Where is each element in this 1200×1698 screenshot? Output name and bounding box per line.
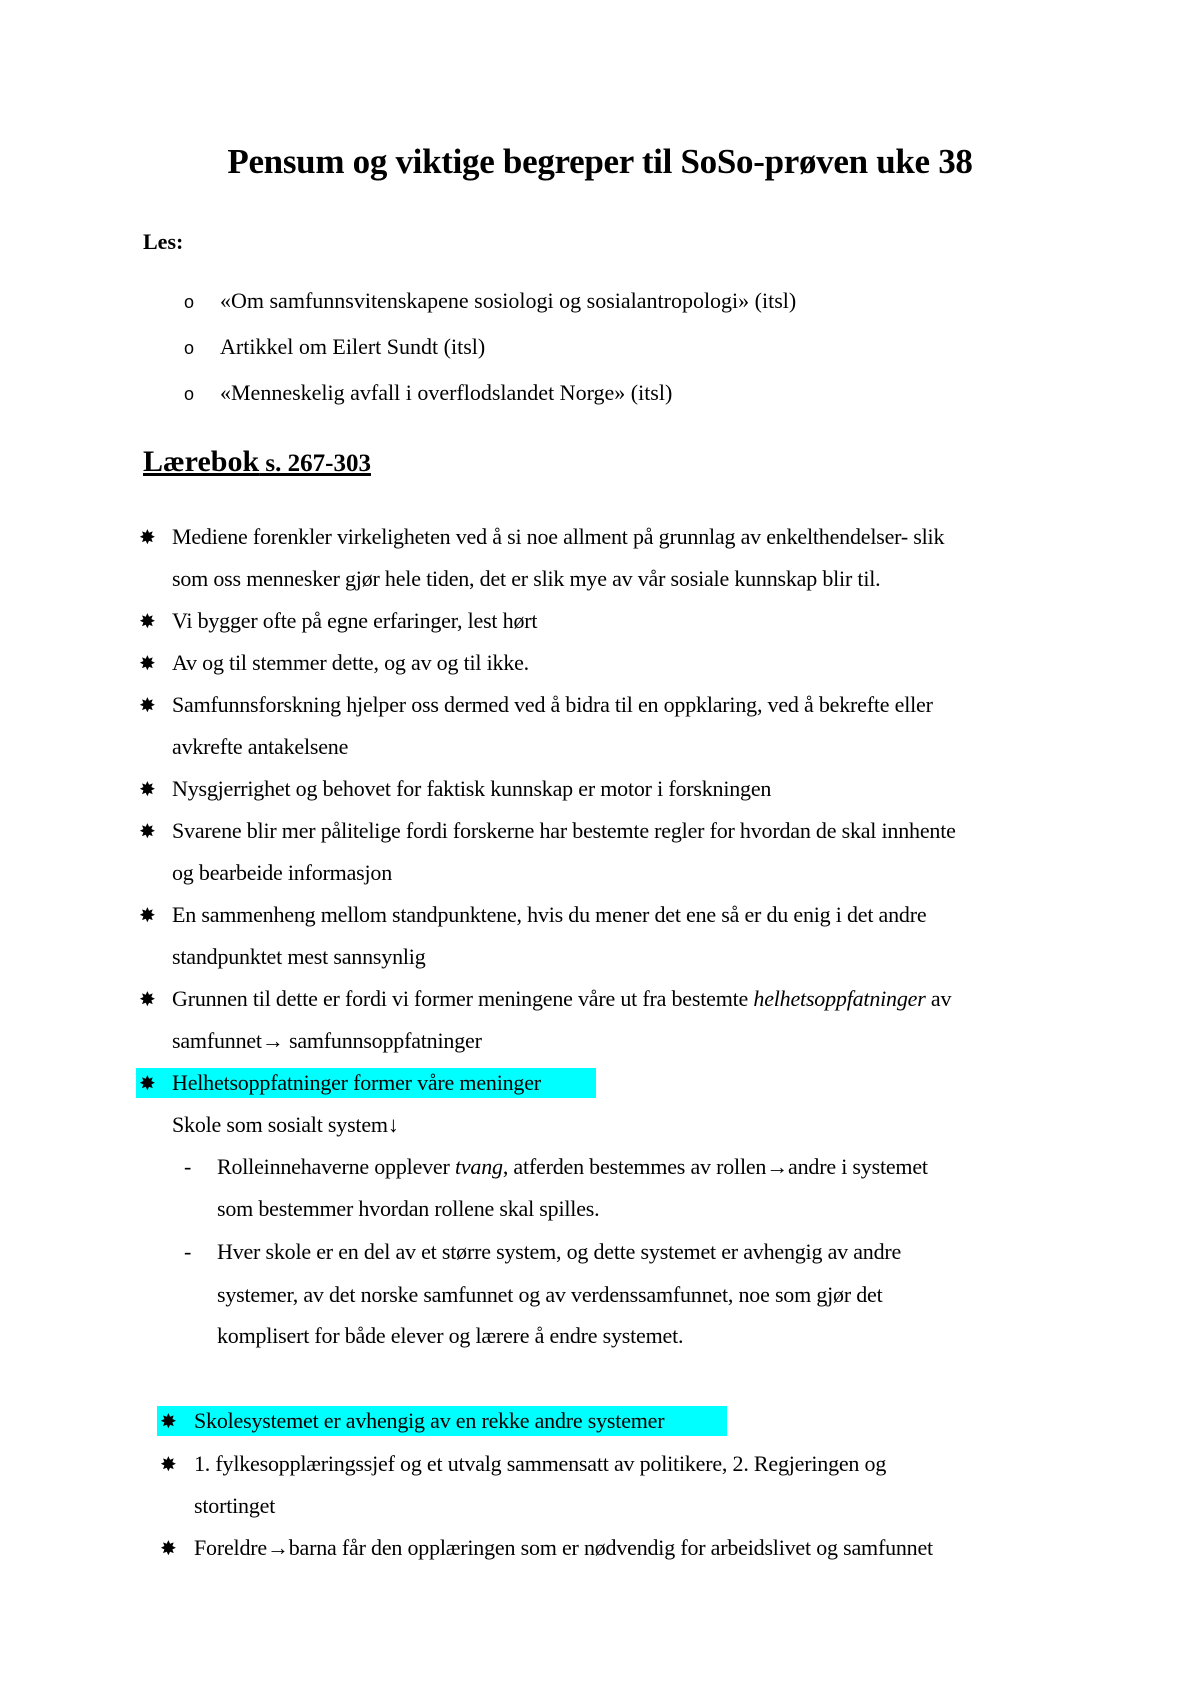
arrow-right-icon: → bbox=[266, 1535, 289, 1560]
star-bullet-icon: ✸ bbox=[139, 609, 156, 633]
reading-list-item: o Artikkel om Eilert Sundt (itsl) bbox=[184, 334, 486, 359]
emphasis-text: helhetsoppfatninger bbox=[753, 986, 926, 1011]
star-bullet-icon: ✸ bbox=[139, 1071, 156, 1095]
reading-label: Les: bbox=[143, 229, 184, 254]
reading-list-item: o «Om samfunnsvitenskapene sosiologi og sosialantropologi» (itsl) bbox=[184, 288, 797, 313]
dash-text: Rolleinnehaverne opplever tvang, atferden bestemmes av rollen→andre i systemet bbox=[217, 1154, 928, 1179]
star-bullet-icon: ✸ bbox=[139, 819, 156, 843]
star-bullet-icon: ✸ bbox=[160, 1452, 177, 1476]
bullet-text: En sammenheng mellom standpunktene, hvis du mener det ene så er du enig i det andre bbox=[172, 902, 927, 927]
bullet-text: Vi bygger ofte på egne erfaringer, lest hørt bbox=[172, 608, 538, 633]
document-title: Pensum og viktige begreper til SoSo-prøven uke 38 bbox=[227, 142, 973, 181]
reading-list-item: o «Menneskelig avfall i overflodslandet Norge» (itsl) bbox=[184, 380, 673, 405]
bullet-text: Samfunnsforskning hjelper oss dermed ved å bidra til en oppklaring, ved å bekrefte eller bbox=[172, 692, 933, 717]
highlighted-bullet-text: Skolesystemet er avhengig av en rekke andre systemer bbox=[194, 1408, 665, 1433]
circle-bullet-icon: o bbox=[184, 292, 195, 312]
star-bullet-icon: ✸ bbox=[139, 903, 156, 927]
dash-bullet-icon: - bbox=[184, 1239, 192, 1264]
bullet-text: Nysgjerrighet og behovet for faktisk kunnskap er motor i forskningen bbox=[172, 776, 772, 801]
dash-text: Hver skole er en del av et større system, og dette systemet er avhengig av andre bbox=[217, 1239, 902, 1264]
bullet-text: og bearbeide informasjon bbox=[172, 860, 393, 885]
star-bullet-icon: ✸ bbox=[160, 1536, 177, 1560]
subheading-text: Skole som sosialt system↓ bbox=[172, 1112, 399, 1137]
circle-bullet-icon: o bbox=[184, 384, 195, 404]
arrow-right-icon: → bbox=[261, 1028, 284, 1053]
dash-text: systemer, av det norske samfunnet og av verdenssamfunnet, noe som gjør det bbox=[217, 1282, 883, 1307]
bullet-text: samfunnet→ samfunnsoppfatninger bbox=[172, 1028, 482, 1053]
emphasis-text: tvang bbox=[454, 1154, 503, 1179]
bullet-text: som oss mennesker gjør hele tiden, det er slik mye av vår sosiale kunnskap blir til. bbox=[172, 566, 881, 591]
bullet-text: Av og til stemmer dette, og av og til ikke. bbox=[172, 650, 529, 675]
bullet-text: Foreldre→barna får den opplæringen som er nødvendig for arbeidslivet og samfunnet bbox=[194, 1535, 933, 1560]
star-bullet-icon: ✸ bbox=[139, 651, 156, 675]
star-bullet-icon: ✸ bbox=[139, 525, 156, 549]
bullet-text: avkrefte antakelsene bbox=[172, 734, 349, 759]
dash-text: komplisert for både elever og lærere å endre systemet. bbox=[217, 1323, 684, 1348]
circle-bullet-icon: o bbox=[184, 338, 195, 358]
dash-bullet-icon: - bbox=[184, 1154, 192, 1179]
bullet-text: Svarene blir mer pålitelige fordi forskerne har bestemte regler for hvordan de skal innhente bbox=[172, 818, 956, 843]
star-bullet-icon: ✸ bbox=[139, 693, 156, 717]
bullet-text: stortinget bbox=[194, 1493, 276, 1518]
bullet-text: Mediene forenkler virkeligheten ved å si noe allment på grunnlag av enkelthendelser- slik bbox=[172, 524, 945, 549]
dash-text: som bestemmer hvordan rollene skal spilles. bbox=[217, 1196, 600, 1221]
star-bullet-icon: ✸ bbox=[160, 1409, 177, 1433]
star-bullet-icon: ✸ bbox=[139, 987, 156, 1011]
bullet-text: 1. fylkesopplæringssjef og et utvalg sammensatt av politikere, 2. Regjeringen og bbox=[194, 1451, 887, 1476]
textbook-heading: Lærebok s. 267-303 bbox=[143, 445, 371, 478]
arrow-right-icon: → bbox=[766, 1154, 789, 1179]
bullet-text: standpunktet mest sannsynlig bbox=[172, 944, 426, 969]
bullet-text: Grunnen til dette er fordi vi former meningene våre ut fra bestemte helhetsoppfatninger av bbox=[172, 986, 952, 1011]
star-bullet-icon: ✸ bbox=[139, 777, 156, 801]
highlighted-bullet-text: Helhetsoppfatninger former våre meninger bbox=[172, 1070, 541, 1095]
